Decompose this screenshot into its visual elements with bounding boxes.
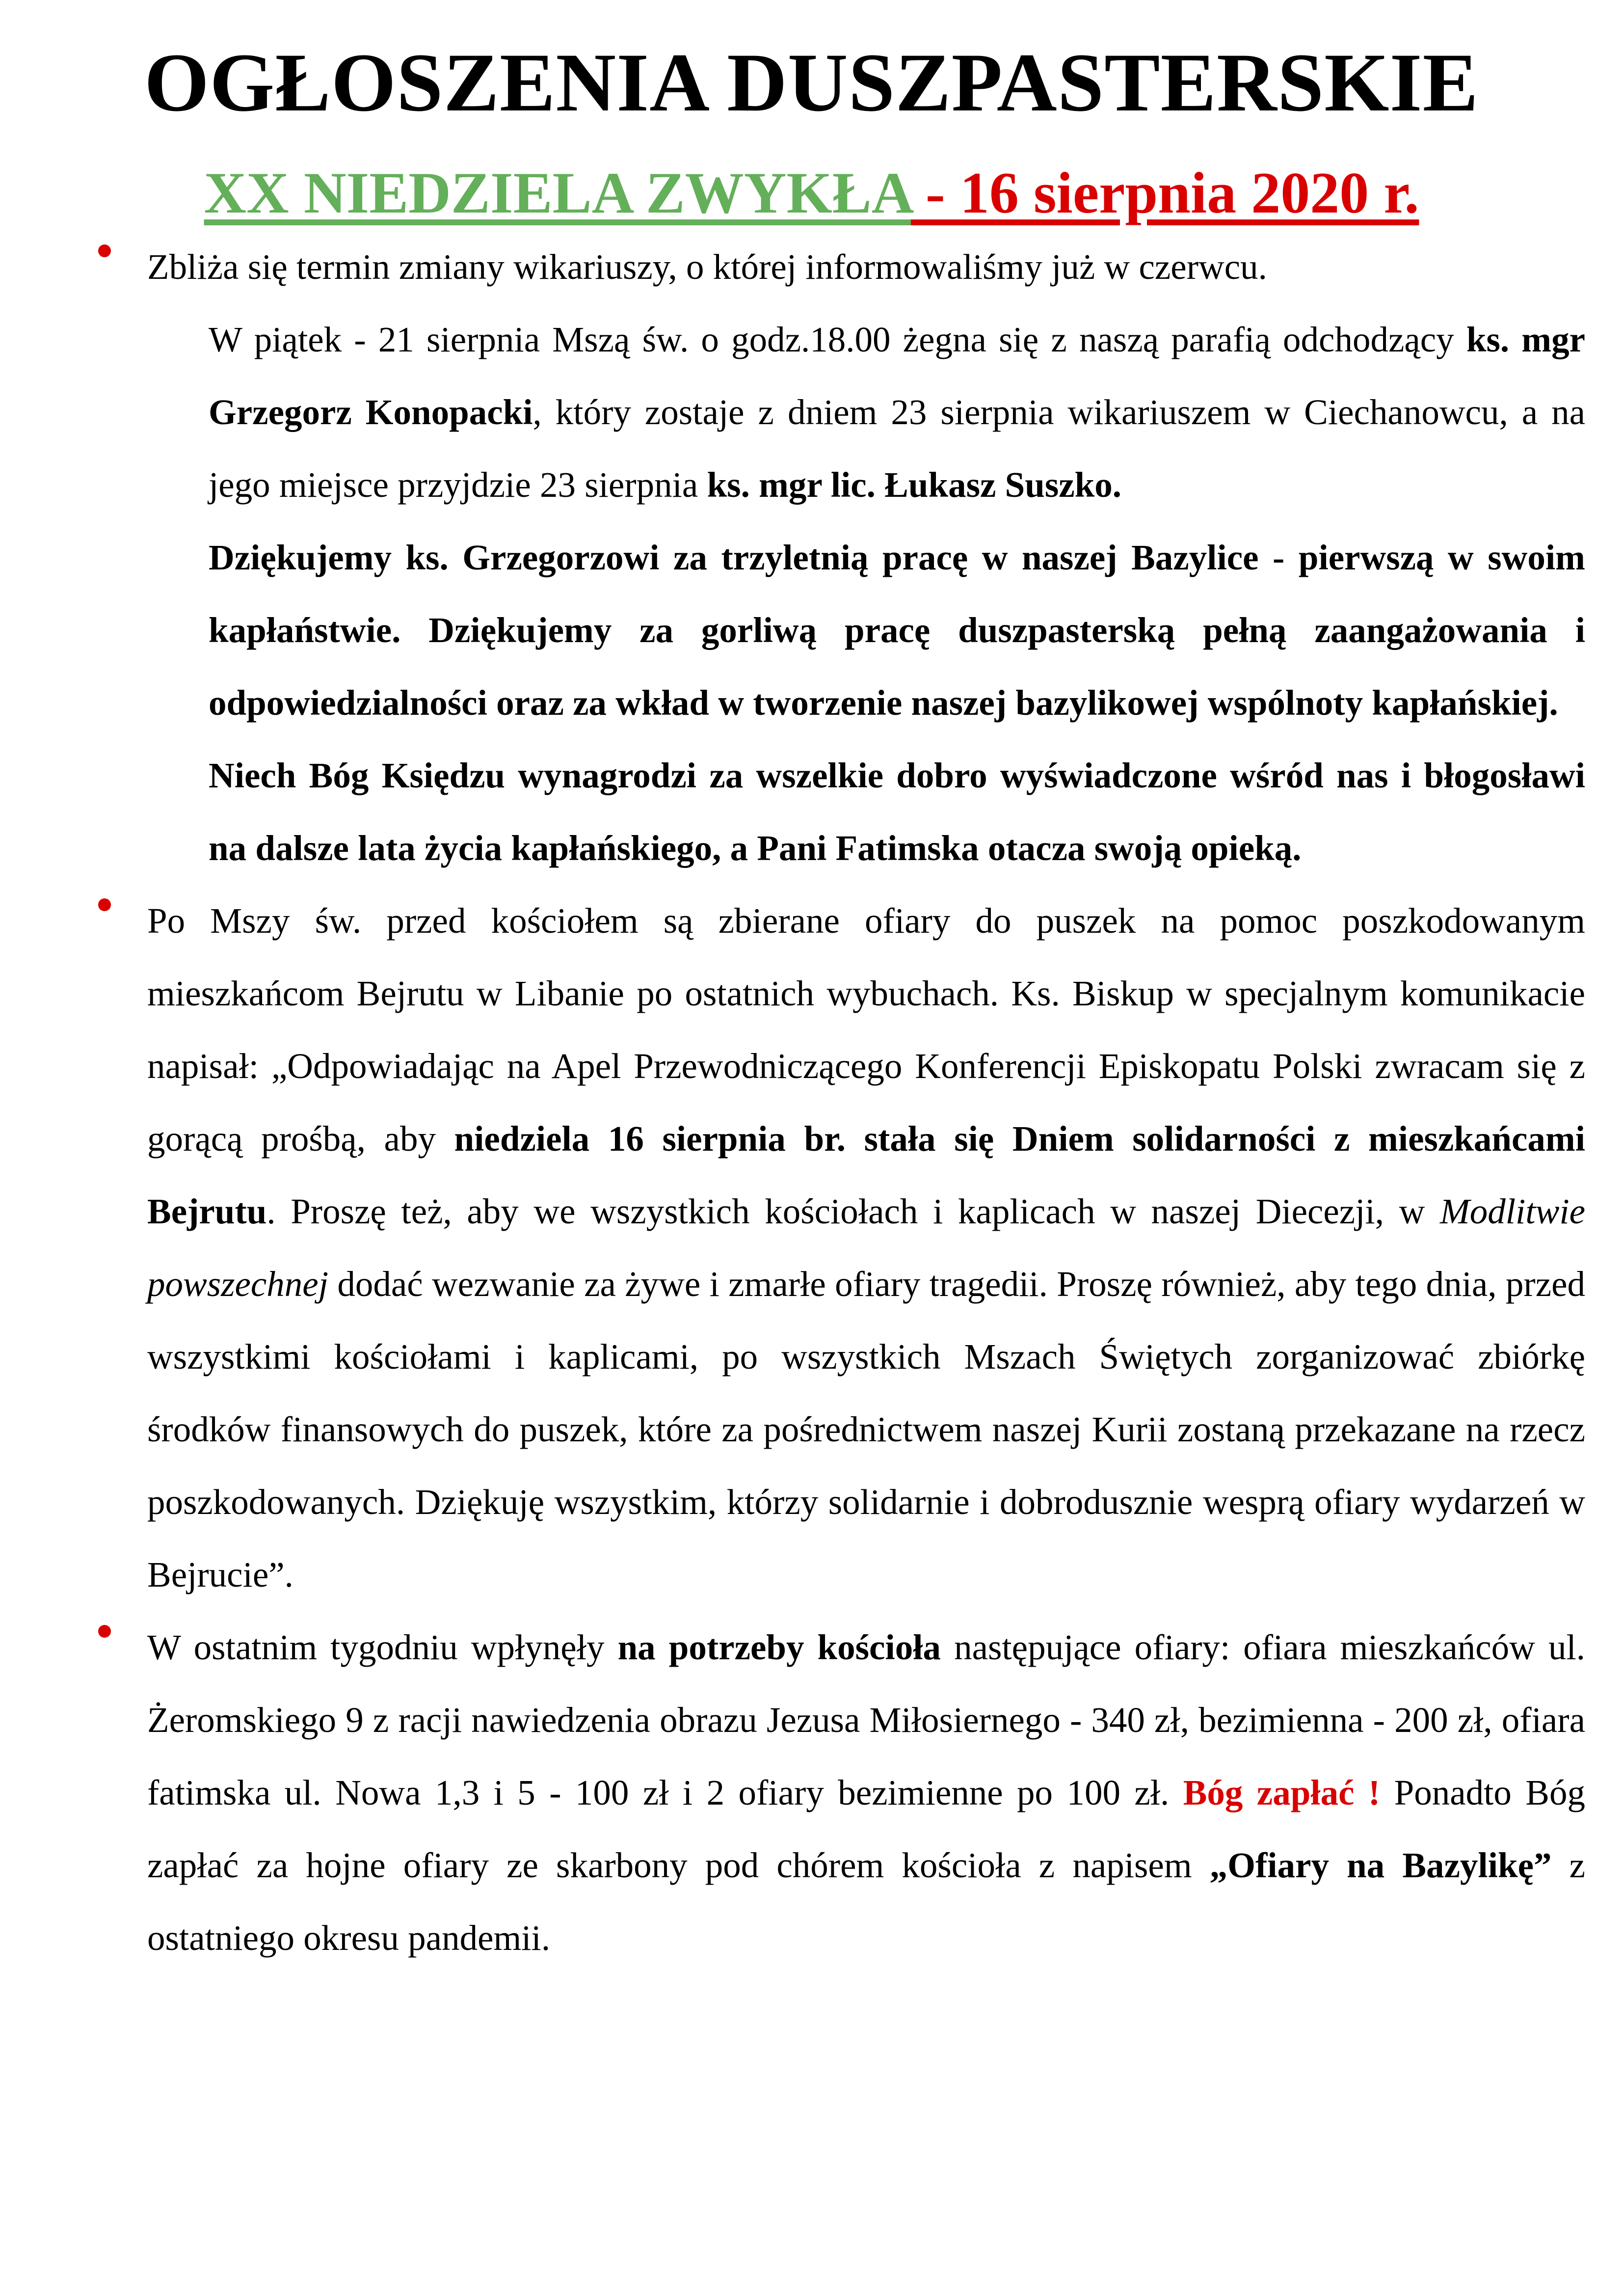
text-segment: . Proszę też, aby we wszystkich kościołach i kaplicach w naszej Diecezji, w [266, 1191, 1440, 1231]
text-segment: dodać wezwanie za żywe i zmarłe ofiary tragedii. Proszę również, aby tego dnia, przed wszystkimi kościołami i kaplicami, po wszystkich Mszach Świętych zorganizować zbiórkę środków finansowych do puszek, które za pośrednictwem naszej Kurii zostaną przekazane na rzecz poszkodowanych. Dziękuję wszystkim, którzy solidarnie i dobrodusznie wesprą ofiary wydarzeń w Bejrucie”. [147, 1264, 1585, 1594]
bold-segment: Dziękujemy ks. Grzegorzowi za trzyletnią pracę w naszej Bazylice - pierwszą w swoim kapłaństwie. Dziękujemy za gorliwą pracę duszpasterską pełną zaangażowania i odpowiedzialności oraz za wkład w tworzenie naszej bazylikowej wspólnoty kapłańskiej. [209, 538, 1585, 723]
text-segment: z ostatniego okresu pandemii. [147, 1845, 1586, 1958]
page-title: OGŁOSZENIA DUSZPASTERSKIE [144, 36, 1479, 129]
page-subtitle [0, 156, 1623, 230]
announcement-item-1 [93, 231, 1585, 885]
announcement-paragraph [147, 1611, 1585, 1974]
bold-segment: ks. mgr Grzegorz Konopacki [209, 320, 1586, 432]
text-segment: W piątek - 21 sierpnia Mszą św. o godz.18.00 żegna się z naszą parafią odchodzący [209, 320, 1466, 359]
announcement-lead: Zbliża się termin zmiany wikariuszy, o której informowaliśmy już w czerwcu. [147, 247, 1267, 287]
text-segment: Po Mszy św. przed kościołem są zbierane ofiary do puszek na pomoc poszkodowanym mieszkańcom Bejrutu w Libanie po ostatnich wybuchach. Ks. Biskup w specjalnym komunikacie napisał: „Odpowiadając na Apel Przewodniczącego Konferencji Episkopatu Polski zwracam się z gorącą prośbą, aby [147, 901, 1585, 1159]
blessing-paragraph [147, 739, 1585, 885]
text-segment: , który zostaje z dniem 23 sierpnia wikariuszem w Ciechanowcu, a na jego miejsce przyjdzie 23 sierpnia [209, 392, 1585, 505]
text-segment: Ponadto Bóg zapłać za hojne ofiary ze skarbony pod chórem kościoła z napisem [147, 1773, 1585, 1885]
announcement-item-2 [93, 885, 1585, 1611]
italic-segment: Modlitwie powszechnej [147, 1191, 1585, 1304]
bullet-icon [98, 1625, 111, 1638]
bold-segment: na potrzeby kościoła [617, 1627, 941, 1667]
announcements-list [93, 231, 1585, 1974]
date-label: - 16 sierpnia 2020 r. [910, 160, 1419, 225]
thanks-paragraph [147, 521, 1585, 739]
bullet-icon [98, 244, 111, 257]
text-segment: W ostatnim tygodniu wpłynęły [147, 1627, 618, 1667]
bullet-icon [98, 898, 111, 911]
announcement-paragraph [147, 885, 1585, 1611]
announcement-item-3 [93, 1611, 1585, 1974]
sunday-name: XX NIEDZIELA ZWYKŁA [204, 160, 911, 225]
bold-segment: Niech Bóg Księdzu wynagrodzi za wszelkie dobro wyświadczone wśród nas i błogosławi na dalsze lata życia kapłańskiego, a Pani Fatimska otacza swoją opieką. [209, 756, 1585, 868]
text-segment: następujące ofiary: ofiara mieszkańców ul. Żeromskiego 9 z racji nawiedzenia obrazu Jezusa Miłosiernego - 340 zł, bezimienna - 200 zł, ofiara fatimska ul. Nowa 1,3 i 5 - 100 zł i 2 ofiary bezimienne po 100 zł. [147, 1627, 1585, 1812]
announcement-paragraph [147, 303, 1585, 521]
bold-segment: „Ofiary na Bazylikę” [1209, 1845, 1552, 1885]
red-bold-segment: Bóg zapłać ! [1183, 1773, 1381, 1812]
bold-segment: ks. mgr lic. Łukasz Suszko. [707, 465, 1121, 505]
bold-segment: niedziela 16 sierpnia br. stała się Dniem solidarności z mieszkańcami Bejrutu [147, 1119, 1585, 1231]
